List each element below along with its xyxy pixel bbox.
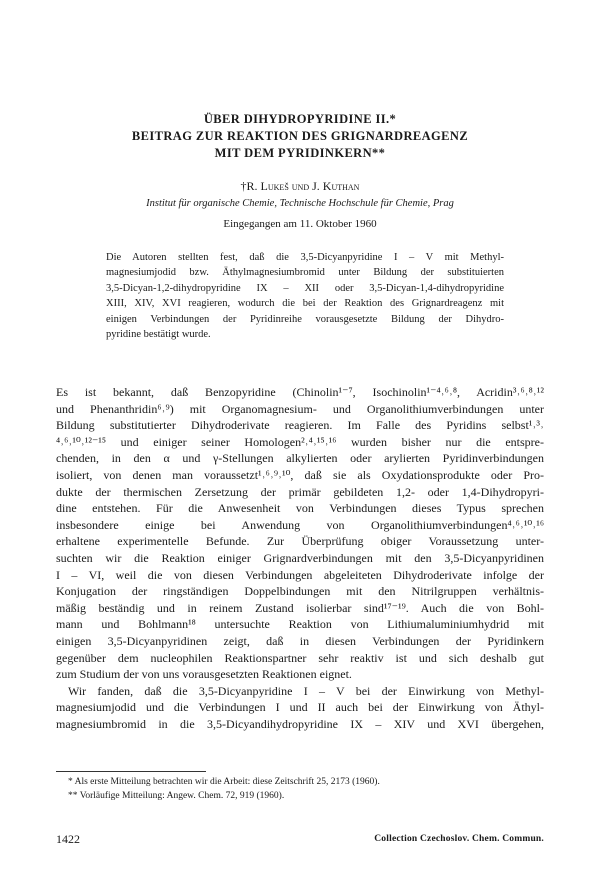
body-line: isoliert, von denen man voraussetzt¹˒⁶˒⁹˒¹⁰, daß sie als Oxydationsprodukte oder Pro- <box>56 467 544 482</box>
body-line: gegenüber dem nucleophilen Reaktionspartner sehr reaktiv ist und sich deshalb gut <box>56 650 544 665</box>
footnote-divider <box>56 771 206 772</box>
body-text <box>56 384 544 732</box>
authors: †R. Lukeš und J. Kuthan <box>240 179 360 193</box>
abstract-line: magnesiumjodid bzw. Äthylmagnesiumbromid unter Bildung der substituierten <box>106 267 504 279</box>
footnote-2: ** Vorläufige Mitteilung: Angew. Chem. 72, 919 (1960). <box>68 791 285 801</box>
journal-name: Collection Czechoslov. Chem. Commun. <box>374 834 544 844</box>
article-title-line-1: ÜBER DIHYDROPYRIDINE II.* <box>203 112 397 126</box>
received-date: Eingegangen am 11. Oktober 1960 <box>223 218 377 230</box>
article-title-line-3: MIT DEM PYRIDINKERN** <box>214 146 386 160</box>
body-line: mann und Bohlmann¹⁸ untersuchte Reaktion von Lithiumaluminiumhydrid mit <box>56 617 544 632</box>
body-line: Es ist bekannt, daß Benzopyridine (Chinolin¹⁻⁷, Isochinolin¹⁻⁴˒⁶˒⁸, Acridin³˒⁶˒⁸˒¹² <box>56 385 544 399</box>
body-line: magnesiumbromid in die 3,5-Dicyandihydropyridine IX – XIV und XVI übergehen, <box>56 716 544 731</box>
body-line: dine entstehen. Für die Anwesenheit von Verbindungen dieses Typus sprechen <box>56 501 544 516</box>
abstract <box>106 250 504 342</box>
body-line: ⁴˒⁶˒¹⁰˒¹²⁻¹⁵ und einiger seiner Homologen²˒⁴˒¹⁵˒¹⁶ wurden bisher nur die entspre- <box>56 434 544 449</box>
body-line: erhaltene experimentelle Befunde. Zur Überprüfung obiger Voraussetzung unter- <box>56 534 544 549</box>
body-line: Wir fanden, daß die 3,5-Dicyanpyridine I – V bei der Einwirkung von Methyl- <box>68 683 544 698</box>
body-line: Bildung substitutierter Dihydroderivate reagieren. Im Falle des Pyridins selbst¹˒³˒ <box>56 418 544 433</box>
abstract-line: 3,5-Dicyan-1,2-dihydropyridine IX – XII oder 3,5-Dicyan-1,4-dihydropyridine <box>106 282 504 294</box>
body-line: insbesondere einige bei Anwendung von Organolithiumverbindungen⁴˒⁶˒¹⁰˒¹⁶ <box>56 517 544 532</box>
body-line: suchten wir die Reaktion einiger Grignardverbindungen mit den 3,5-Dicyanpyridinen <box>56 550 544 565</box>
body-line: magnesiumjodid und die Verbindungen I und II auch bei der Einwirkung von Äthyl- <box>56 700 544 715</box>
article-title-line-2: BEITRAG ZUR REAKTION DES GRIGNARDREAGENZ <box>131 129 469 143</box>
institute: Institut für organische Chemie, Technische Hochschule für Chemie, Prag <box>146 198 454 209</box>
body-line: dukte der thermischen Zersetzung der primär gebildeten 1,2- oder 1,4-Dihydropyri- <box>56 484 544 499</box>
body-line: mäßig beständig und in reinem Zustand isolierbar sind¹⁷⁻¹⁹. Auch die von Bohl- <box>56 600 544 615</box>
abstract-line: pyridine bestätigt wurde. <box>106 329 211 341</box>
body-line: zum Studium der von uns vorausgesetzten Reaktionen eignet. <box>56 667 352 682</box>
abstract-line: einigen Verbindungen der Pyridinreihe vorausgesetzte Bildung der Dihydro- <box>106 313 504 325</box>
abstract-line: Die Autoren stellten fest, daß die 3,5-Dicyanpyridine I – V mit Methyl- <box>106 252 504 263</box>
body-line: I – VI, weil die von diesen Verbindungen abgeleiteten Dihydroderivate infolge der <box>56 567 544 582</box>
body-line: Konjugation der ringständigen Doppelbindungen mit den Nitrilgruppen verhältnis- <box>56 584 544 599</box>
body-line: und Phenanthridin⁶˒⁹) mit Organomagnesium- und Organolithiumverbindungen unter <box>56 401 544 416</box>
page-number: 1422 <box>56 832 80 846</box>
abstract-line: XIII, XIV, XVI reagieren, wodurch die bei der Reaktion des Grignardreagenz mit <box>106 298 504 310</box>
body-line: chenden, in den α und γ-Stellungen alkylierten oder arylierten Pyridinverbindungen <box>56 451 544 466</box>
body-line: einigen 3,5-Dicyanpyridinen zeigt, daß in diesen Verbindungen der Pyridinkern <box>56 633 544 648</box>
footnote-1: * Als erste Mitteilung betrachten wir die Arbeit: diese Zeitschrift 25, 2173 (1960). <box>68 777 380 787</box>
